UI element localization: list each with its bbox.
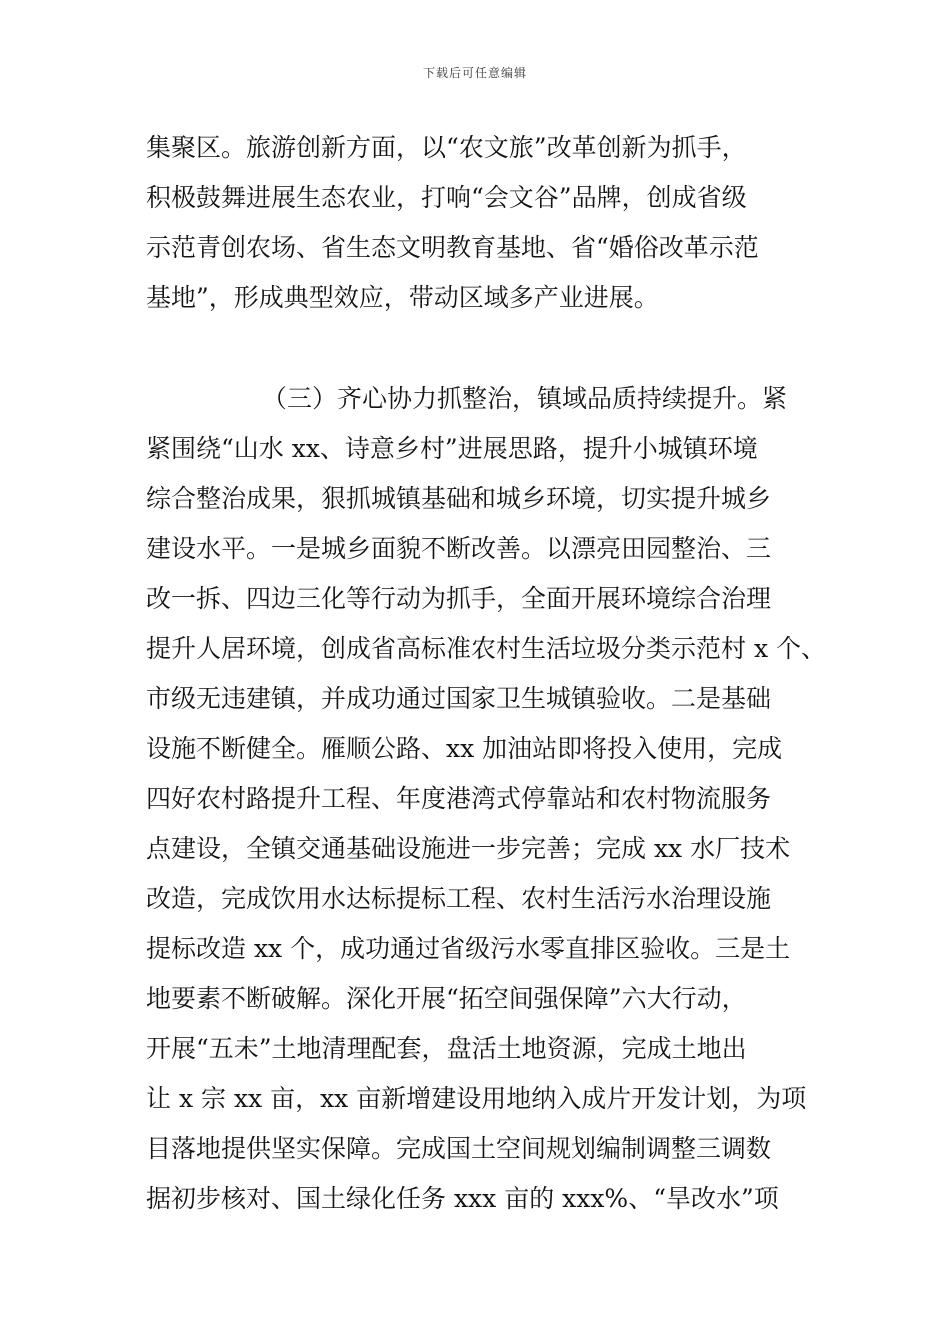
page-header: 下载后可任意编辑 <box>422 66 527 80</box>
text-line: 改一拆、四边三化等行动为抓手，全面开展环境综合治理 <box>146 584 772 613</box>
text-line: 市级无违建镇，并成功通过国家卫生城镇验收。二是基础 <box>146 684 772 713</box>
text-line: 让 x 宗 xx 亩，xx 亩新增建设用地纳入成片开发计划，为项 <box>146 1084 807 1113</box>
text-line: 点建设，全镇交通基础设施进一步完善；完成 xx 水厂技术 <box>146 834 791 863</box>
text-line: 设施不断健全。雁顺公路、xx 加油站即将投入使用，完成 <box>146 734 783 763</box>
text-line: 据初步核对、国土绿化任务 xxx 亩的 xxx%、“旱改水”项 <box>146 1184 779 1213</box>
text-line: 积极鼓舞进展生态农业，打响“会文谷”品牌，创成省级 <box>146 183 747 212</box>
text-line: 开展“五未”土地清理配套，盘活土地资源，完成土地出 <box>146 1034 747 1063</box>
text-line: 提升人居环境，创成省高标准农村生活垃圾分类示范村 x 个、 <box>146 634 826 663</box>
section-heading-line: （三）齐心协力抓整治，镇域品质持续提升。紧 <box>262 384 788 413</box>
text-line: 示范青创农场、省生态文明教育基地、省“婚俗改革示范 <box>146 233 759 262</box>
text-line: 改造，完成饮用水达标提标工程、农村生活污水治理设施 <box>146 884 772 913</box>
text-line: 提标改造 xx 个，成功通过省级污水零直排区验收。三是土 <box>146 934 791 963</box>
text-line: 综合整治成果，狠抓城镇基础和城乡环境，切实提升城乡 <box>146 484 772 513</box>
text-line: 基地”，形成典型效应，带动区域多产业进展。 <box>146 283 659 312</box>
text-line: 集聚区。旅游创新方面，以“农文旅”改革创新为抓手， <box>146 133 747 162</box>
text-line: 目落地提供坚实保障。完成国土空间规划编制调整三调数 <box>146 1134 772 1163</box>
text-line: 地要素不断破解。深化开展“拓空间强保障”六大行动， <box>146 984 747 1013</box>
text-line: 建设水平。一是城乡面貌不断改善。以漂亮田园整治、三 <box>146 534 772 563</box>
text-line: 紧围绕“山水 xx、诗意乡村”进展思路，提升小城镇环境 <box>146 434 758 463</box>
text-line: 四好农村路提升工程、年度港湾式停靠站和农村物流服务 <box>146 784 772 813</box>
